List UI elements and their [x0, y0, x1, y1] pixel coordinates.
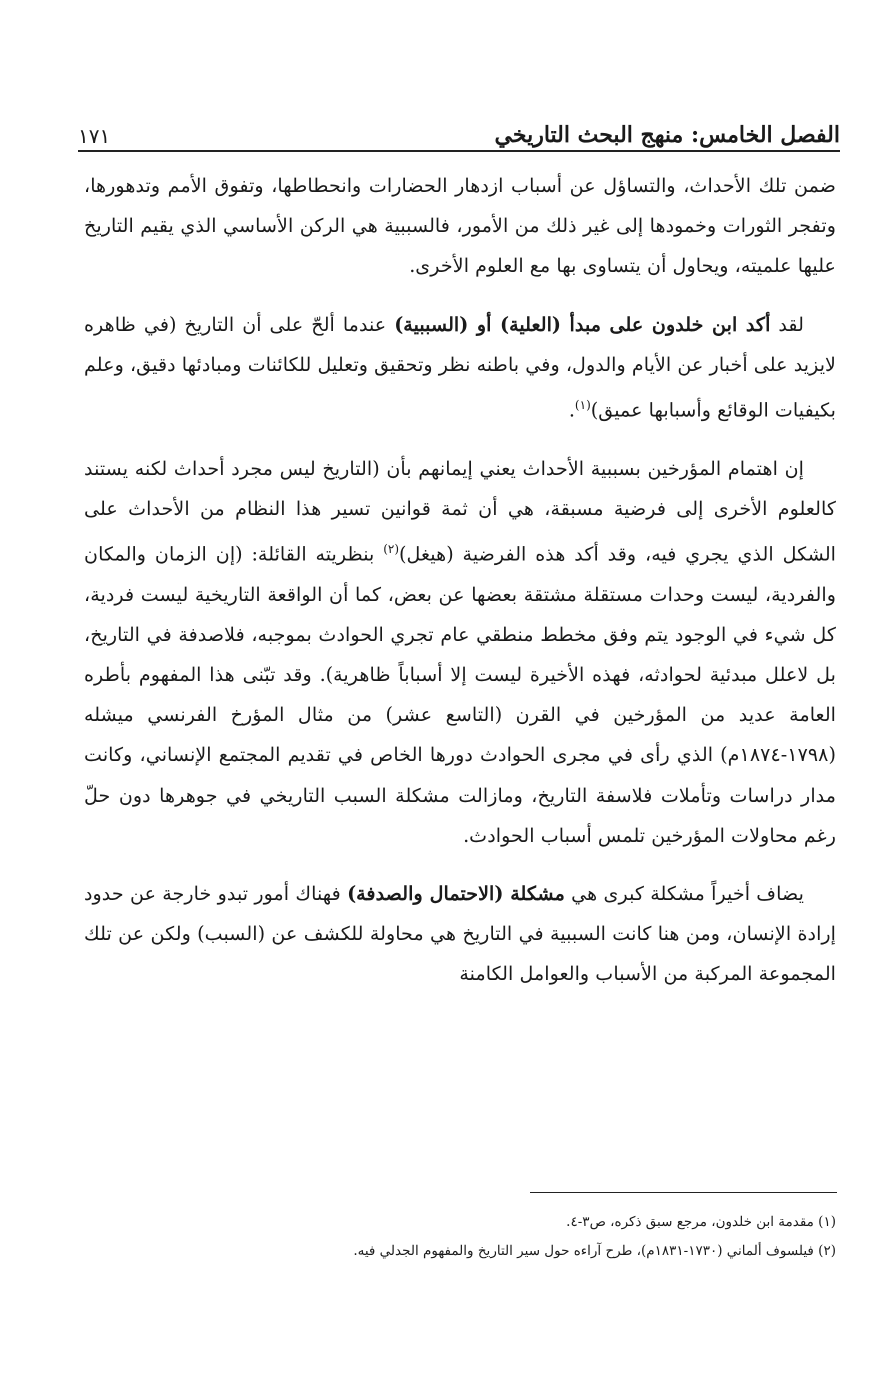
paragraph-gap	[84, 856, 836, 874]
footnote-divider	[530, 1192, 837, 1193]
paragraph-1: ضمن تلك الأحداث، والتساؤل عن أسباب ازدهار الحضارات وانحطاطها، وتفوق الأمم وتدهورها، وتفجر الثورات وخمودها إلى غير ذلك من الأمور، فالسببية هي الركن الأساسي الذي يقيم التاريخ عليها علميته، ويحاول أن يتساوى بها مع العلوم الأخرى.	[84, 174, 836, 278]
paragraph-gap	[84, 287, 836, 305]
paragraph-3	[84, 449, 836, 856]
p3-text-start: إن اهتمام المؤرخين بسببية الأحداث يعني إيمانهم بأن (التاريخ ليس مجرد أحداث لكنه يستند كالعلوم الأخرى إلى فرضية مسبقة، هي أن ثمة قوانين تسير هذا النظام من الأحداث على الشكل الذي يجري فيه، وقد أكد هذه الفرضية (هيغل)	[84, 456, 836, 566]
page-number: ١٧١	[78, 124, 111, 148]
p4-text-end: فهناك أمور تبدو خارجة عن حدود إرادة الإنسان، ومن هنا كانت السببية في التاريخ هي محاولة للكشف عن (السبب) ولكن عن تلك المجموعة المركبة من الأسباب والعوامل الكامنة	[84, 882, 836, 986]
p4-text-start: يضاف أخيراً مشكلة كبرى هي	[564, 882, 804, 906]
main-text	[84, 166, 836, 995]
chapter-title: الفصل الخامس: منهج البحث التاريخي	[494, 122, 840, 148]
footnotes	[84, 1208, 836, 1266]
p2-bold-phrase: أكد ابن خلدون على مبدأ (العلية) أو (السببية)	[394, 312, 771, 336]
paragraph-2	[84, 305, 836, 431]
p2-text-mid: عندما ألحّ على أن التاريخ (في ظاهره لايزيد على أخبار عن الأيام والدول، وفي باطنه نظر وتحقيق وتعليل للكائنات ومبادئها دقيق، وعلم بكيفيات الوقائع وأسبابها عميق)	[84, 312, 836, 422]
p2-text-start: لقد	[770, 312, 804, 336]
footnote-ref-1[interactable]: (١)	[574, 398, 591, 413]
running-header	[78, 108, 840, 148]
p4-bold-phrase: مشكلة (الاحتمال والصدفة)	[347, 882, 565, 906]
p3-text-end: بنظريته القائلة: (إن الزمان والمكان والفردية، ليست وحدات مستقلة مشتقة بعضها عن بعض، كما أن الواقعة التاريخية ليست فردية، كل شيء في الوجود يتم وفق مخطط منطقي عام تجري الحوادث بموجبه، فلاصدفة في التاريخ، بل لاعلل مبدئية لحوادثه، فهذه الأخيرة ليست إلا أسباباً ظاهرية). وقد تبّنى هذا المفهوم بأطره العامة عديد من المؤرخين في القرن (التاسع عشر) من مثال المؤرخ الفرنسي ميشله (١٧٩٨-١٨٧٤م) الذي رأى في مجرى الحوادث دورها الخاص في تقديم المجتمع الإنساني، وكانت مدار دراسات وتأملات فلاسفة التاريخ، ومازالت مشكلة السبب التاريخي في جوهرها دون حلّ رغم محاولات المؤرخين تلمس أسباب الحوادث.	[84, 542, 836, 847]
footnote-ref-2[interactable]: (٢)	[383, 542, 400, 557]
p2-text-end: .	[568, 398, 575, 422]
footnote-2: (٢) فيلسوف ألماني (١٧٣٠-١٨٣١م)، طرح آراءه حول سير التاريخ والمفهوم الجدلي فيه.	[353, 1243, 836, 1259]
header-divider	[78, 150, 840, 152]
paragraph-4	[84, 874, 836, 995]
footnote-1: (١) مقدمة ابن خلدون، مرجع سبق ذكره، ص٣-٤.	[566, 1214, 836, 1230]
paragraph-gap	[84, 431, 836, 449]
